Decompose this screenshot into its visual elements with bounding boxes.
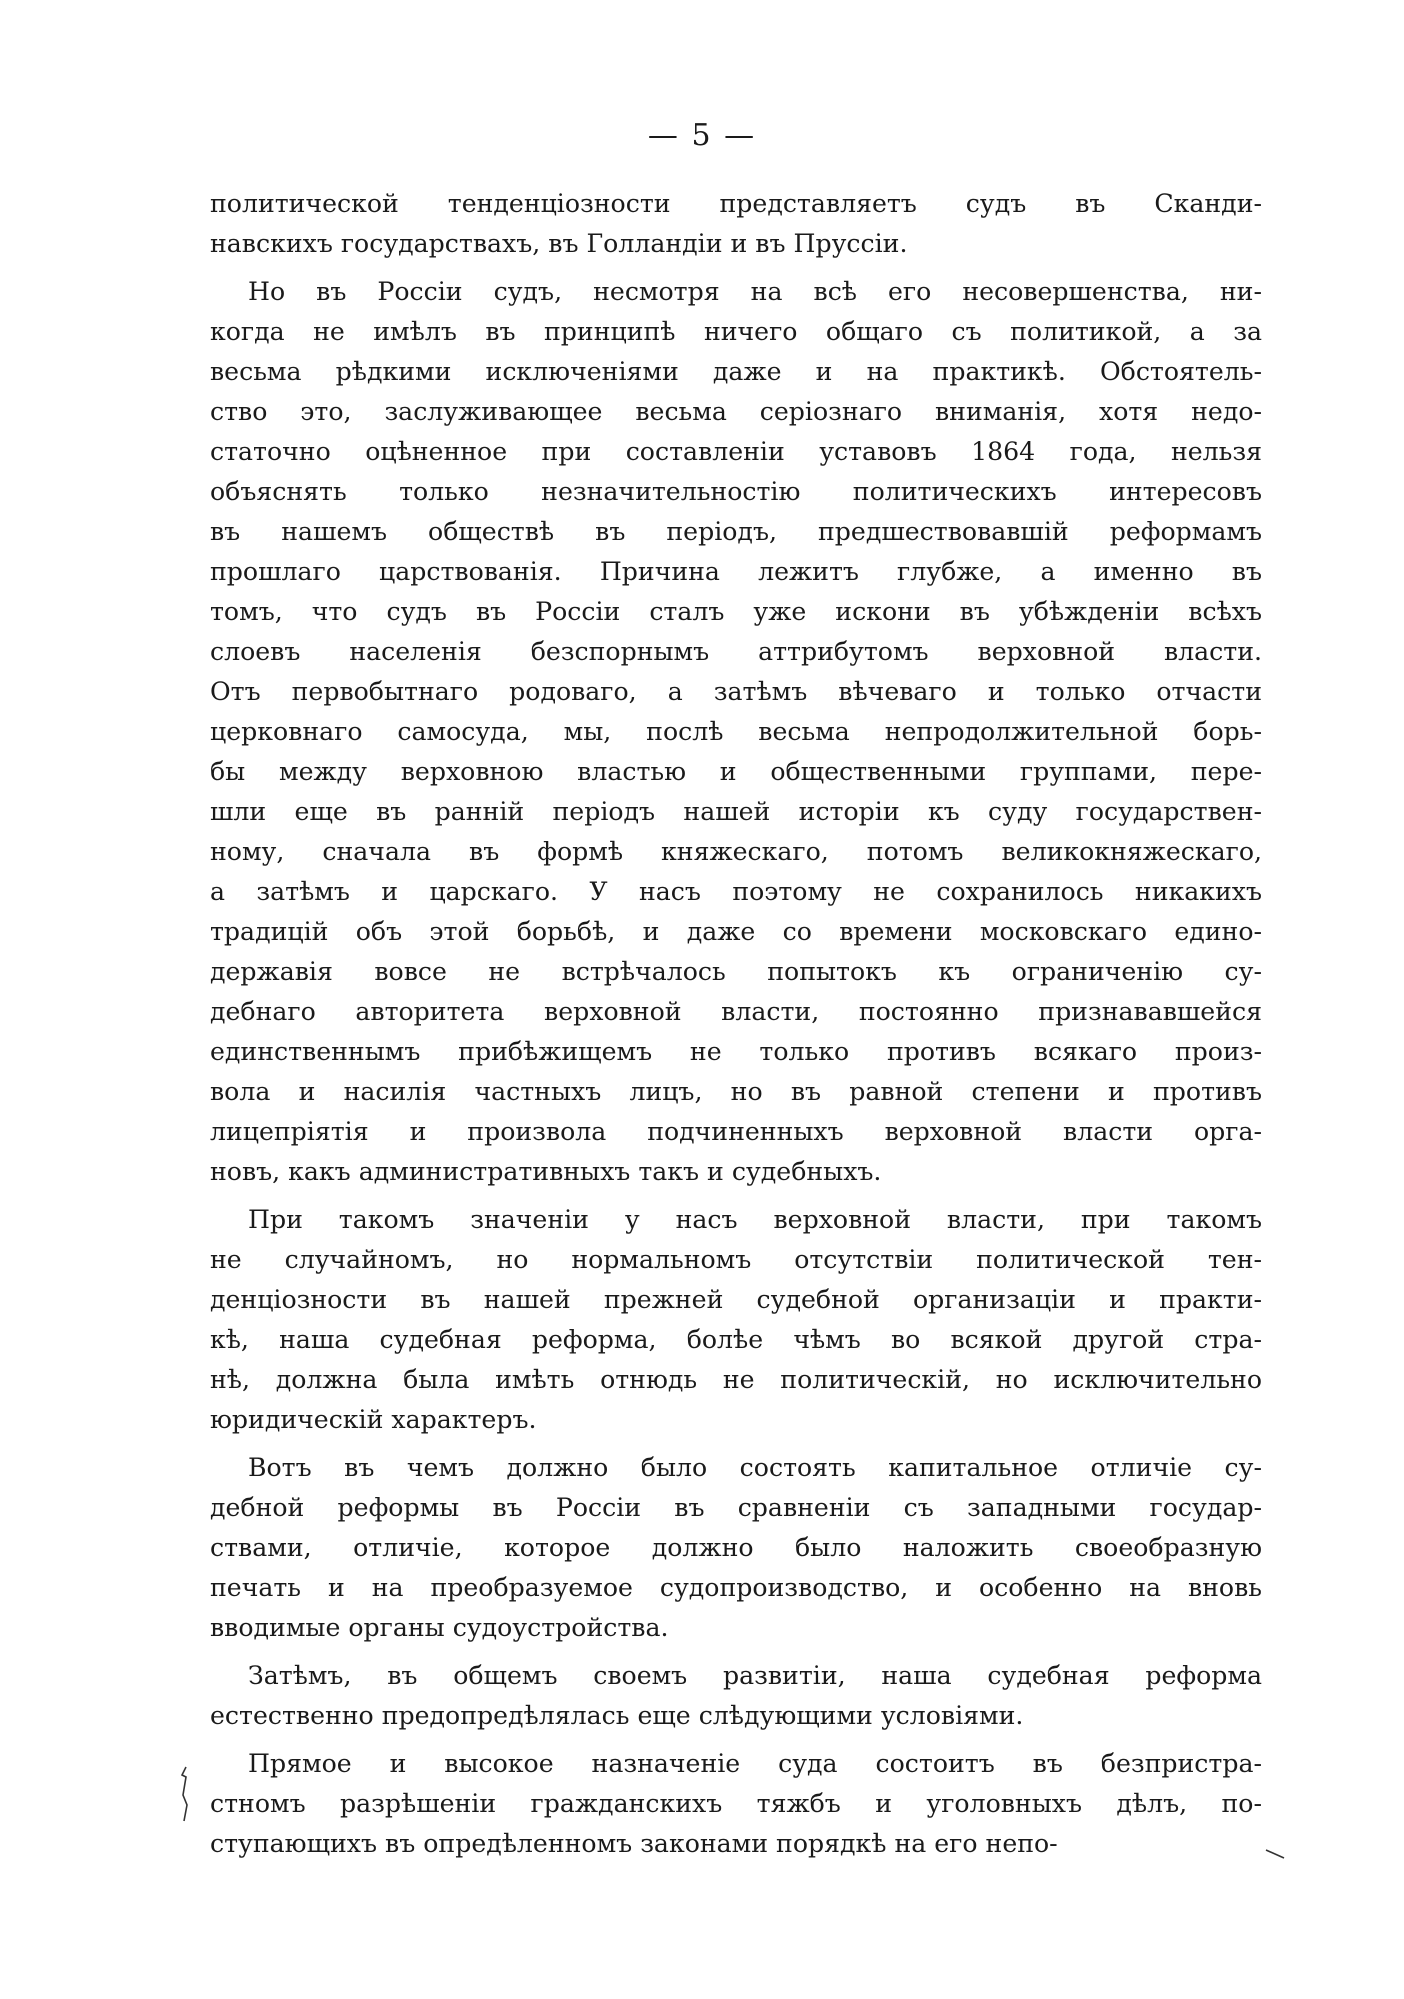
text-line: Прямое и высокое назначеніе суда состоитъ въ безпристра- [248,1749,1262,1778]
text-line: юридическій характеръ. [210,1405,537,1434]
text-line: Затѣмъ, въ общемъ своемъ развитіи, наша судебная реформа [248,1661,1262,1690]
text-line: ному, сначала въ формѣ княжескаго, потомъ великокняжескаго, [210,837,1262,866]
paragraph [210,1448,1262,1648]
body-text [210,184,1262,1872]
text-line: статочно оцѣненное при составленіи уставовъ 1864 года, нельзя [210,437,1262,466]
text-line: ство это, заслуживающее весьма серіознаго вниманія, хотя недо- [210,397,1262,426]
paragraph [210,1744,1262,1864]
text-line: бы между верховною властью и общественными группами, пере- [210,757,1262,786]
text-line: политической тенденціозности представляетъ судъ въ Сканди- [210,189,1262,218]
text-line: вводимые органы судоустройства. [210,1613,669,1642]
text-line: дебной реформы въ Россіи въ сравненіи съ западными государ- [210,1493,1262,1522]
text-line: когда не имѣлъ въ принципѣ ничего общаго съ политикой, а за [210,317,1262,346]
text-line: лицепріятія и произвола подчиненныхъ верховной власти орга- [210,1117,1262,1146]
text-line: ступающихъ въ опредѣленномъ законами порядкѣ на его непо- [210,1829,1058,1858]
text-line: стномъ разрѣшеніи гражданскихъ тяжбъ и уголовныхъ дѣлъ, по- [210,1789,1262,1818]
text-line: навскихъ государствахъ, въ Голландіи и въ Пруссіи. [210,229,908,258]
text-line: денціозности въ нашей прежней судебной организаціи и практи- [210,1285,1262,1314]
text-line: ствами, отличіе, которое должно было наложить своеобразную [210,1533,1262,1562]
text-line: а затѣмъ и царскаго. У насъ поэтому не сохранилось никакихъ [210,877,1262,906]
text-line: церковнаго самосуда, мы, послѣ весьма непродолжительной борь- [210,717,1262,746]
text-line: не случайномъ, но нормальномъ отсутствіи политической тен- [210,1245,1262,1274]
paragraph [210,1656,1262,1736]
paragraph [210,184,1262,264]
margin-pencil-mark [178,1765,192,1823]
text-line: Вотъ въ чемъ должно было состоять капитальное отличіе су- [248,1453,1262,1482]
text-line: томъ, что судъ въ Россіи сталъ уже искони въ убѣжденіи всѣхъ [210,597,1262,626]
text-line: прошлаго царствованія. Причина лежитъ глубже, а именно въ [210,557,1262,586]
text-line: Но въ Россіи судъ, несмотря на всѣ его несовершенства, ни- [248,277,1262,306]
text-line: печать и на преобразуемое судопроизводство, и особенно на вновь [210,1573,1262,1602]
text-line: новъ, какъ административныхъ такъ и судебныхъ. [210,1157,882,1186]
text-line: нѣ, должна была имѣть отнюдь не политическій, но исключительно [210,1365,1262,1394]
text-line: въ нашемъ обществѣ въ періодъ, предшествовавшій реформамъ [210,517,1262,546]
paragraph [210,272,1262,1192]
text-line: державія вовсе не встрѣчалось попытокъ къ ограниченію су- [210,957,1262,986]
text-line: дебнаго авторитета верховной власти, постоянно признававшейся [210,997,1262,1026]
text-line: При такомъ значеніи у насъ верховной власти, при такомъ [248,1205,1262,1234]
text-line: слоевъ населенія безспорнымъ аттрибутомъ верховной власти. [210,637,1262,666]
text-line: шли еще въ ранній періодъ нашей исторіи къ суду государствен- [210,797,1262,826]
hyphen-stroke-mark [1264,1848,1286,1862]
text-line: весьма рѣдкими исключеніями даже и на практикѣ. Обстоятель- [210,357,1262,386]
page-number: — 5 — [647,118,757,153]
text-line: объяснять только незначительностію политическихъ интересовъ [210,477,1262,506]
text-line: единственнымъ прибѣжищемъ не только противъ всякаго произ- [210,1037,1262,1066]
text-line: естественно предопредѣлялась еще слѣдующими условіями. [210,1701,1024,1730]
paragraph [210,1200,1262,1440]
text-line: Отъ первобытнаго родоваго, а затѣмъ вѣчеваго и только отчасти [210,677,1262,706]
text-line: традицій объ этой борьбѣ, и даже со времени московскаго едино- [210,917,1262,946]
text-line: кѣ, наша судебная реформа, болѣе чѣмъ во всякой другой стра- [210,1325,1262,1354]
text-line: вола и насилія частныхъ лицъ, но въ равной степени и противъ [210,1077,1262,1106]
